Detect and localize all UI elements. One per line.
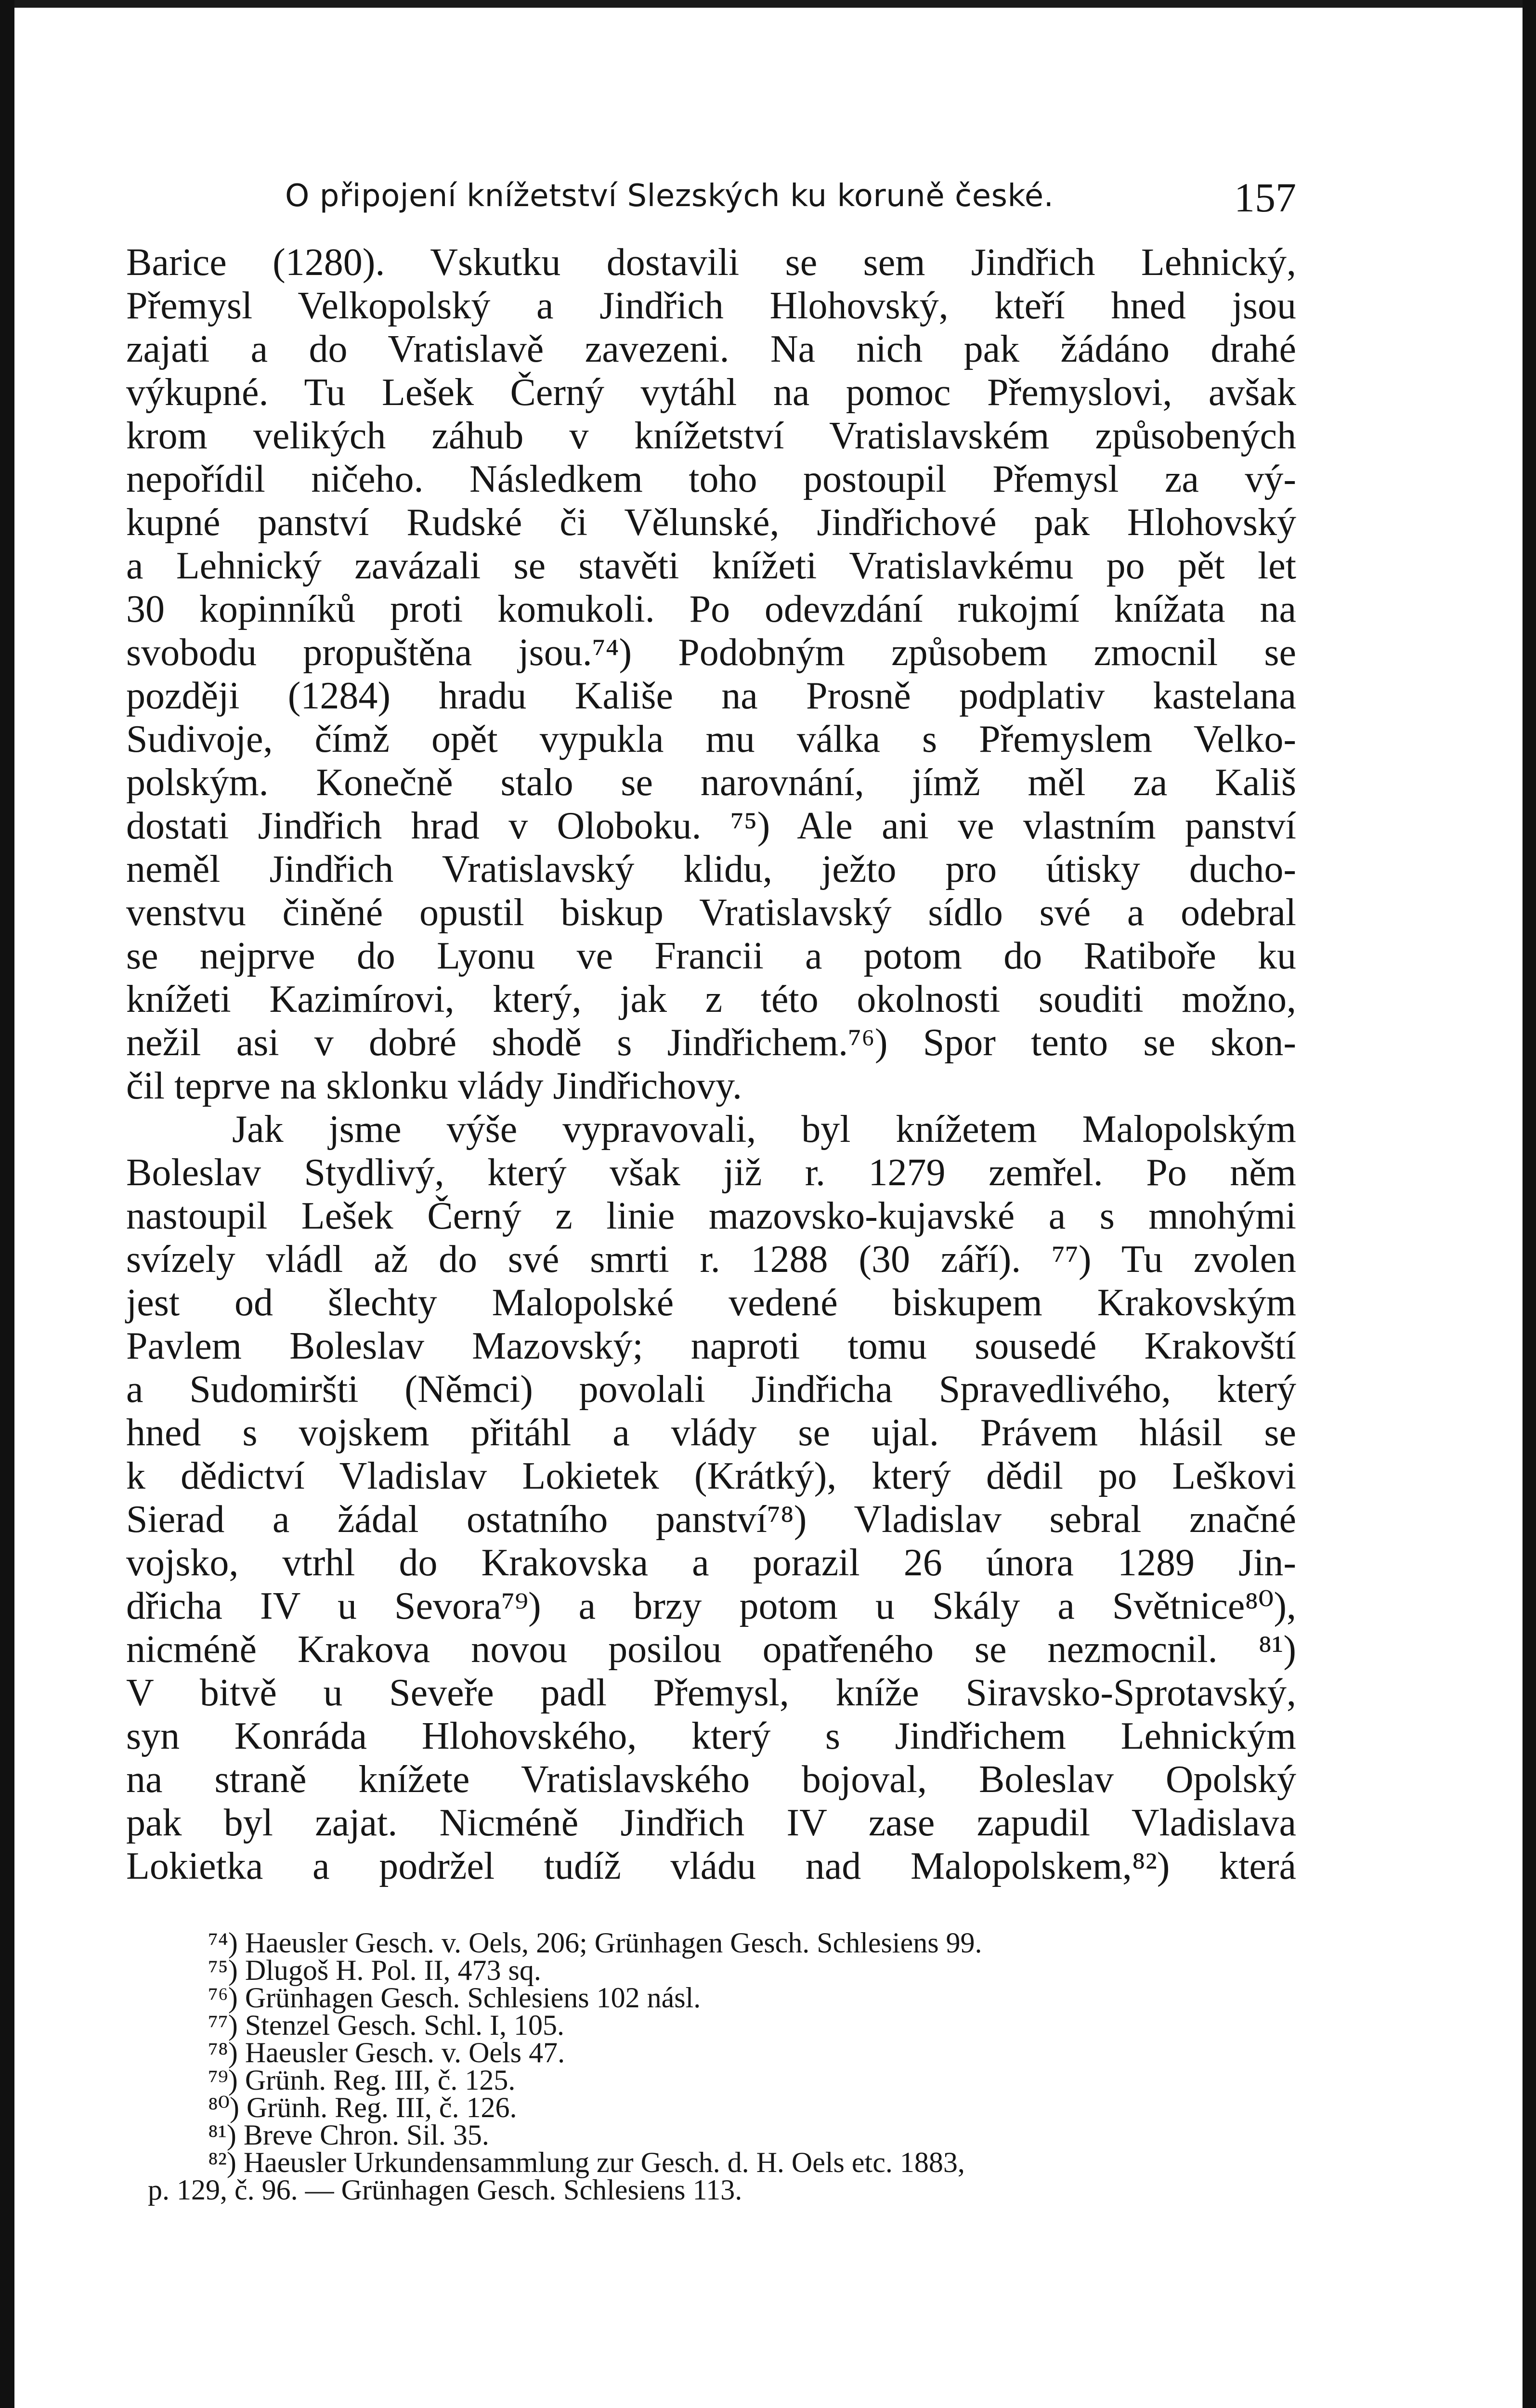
text-line: pak byl zajat. Nicméně Jindřich IV zase zapudil Vladislava [126, 1802, 1296, 1844]
text-line: nastoupil Lešek Černý z linie mazovsko-kujavské a s mnohými [126, 1195, 1296, 1237]
text-line: knížeti Kazimírovi, který, jak z této okolnosti souditi možno, [126, 978, 1296, 1021]
footnote: ⁸¹) Breve Chron. Sil. 35. [208, 2119, 489, 2151]
footnote: ⁸⁰) Grünh. Reg. III, č. 126. [208, 2092, 517, 2123]
text-line: a Sudomiršti (Němci) povolali Jindřicha Spravedlivého, který [126, 1368, 1296, 1411]
scan-edge-top [0, 0, 1536, 8]
text-line: Sierad a žádal ostatního panství⁷⁸) Vladislav sebral značné [126, 1498, 1296, 1541]
text-line: nežil asi v dobré shodě s Jindřichem.⁷⁶) Spor tento se skon- [126, 1021, 1296, 1064]
footnote: ⁷⁶) Grünhagen Gesch. Schlesiens 102 násl. [208, 1982, 701, 2014]
text-line: venstvu činěné opustil biskup Vratislavský sídlo své a odebral [126, 891, 1296, 934]
footnotes [126, 1929, 1296, 2204]
footnote: ⁷⁵) Dlugoš H. Pol. II, 473 sq. [208, 1954, 541, 1986]
text-line: hned s vojskem přitáhl a vlády se ujal. Právem hlásil se [126, 1412, 1296, 1454]
text-line: k dědictví Vladislav Lokietek (Krátký), který dědil po Leškovi [126, 1455, 1296, 1497]
text-line: jest od šlechty Malopolské vedené biskupem Krakovským [126, 1282, 1296, 1324]
footnote: ⁸²) Haeusler Urkundensammlung zur Gesch. d. H. Oels etc. 1883, [208, 2146, 965, 2178]
text-line: kupné panství Rudské či Vělunské, Jindřichové pak Hlohovský [126, 501, 1296, 544]
text-line: svobodu propuštěna jsou.⁷⁴) Podobným způsobem zmocnil se [126, 631, 1296, 674]
text-line: Pavlem Boleslav Mazovský; naproti tomu sousedé Krakovští [126, 1325, 1296, 1367]
text-line: dřicha IV u Sevora⁷⁹) a brzy potom u Skály a Světnice⁸⁰), [126, 1585, 1296, 1627]
paragraph-end-line: čil teprve na sklonku vlády Jindřichovy. [126, 1065, 742, 1107]
text-line: V bitvě u Seveře padl Přemysl, kníže Siravsko-Sprotavský, [126, 1672, 1296, 1714]
text-line: syn Konráda Hlohovského, který s Jindřichem Lehnickým [126, 1715, 1296, 1757]
page-number: 157 [1234, 174, 1296, 221]
body-text [126, 241, 1296, 1888]
text-line: výkupné. Tu Lešek Černý vytáhl na pomoc Přemyslovi, avšak [126, 371, 1296, 414]
text-line: krom velikých záhub v knížetství Vratislavském způsobených [126, 415, 1296, 457]
text-line: nicméně Krakova novou posilou opatřeného se nezmocnil. ⁸¹) [126, 1628, 1296, 1671]
text-line: nepořídil ničeho. Následkem toho postoupil Přemysl za vý- [126, 458, 1296, 500]
text-line: Přemysl Velkopolský a Jindřich Hlohovský, kteří hned jsou [126, 285, 1296, 327]
running-head [126, 173, 1296, 226]
scan-edge-right [1523, 0, 1536, 2408]
text-line: 30 kopinníků proti komukoli. Po odevzdání rukojmí knížata na [126, 588, 1296, 630]
text-line: svízely vládl až do své smrti r. 1288 (30 září). ⁷⁷) Tu zvolen [126, 1238, 1296, 1281]
footnote: ⁷⁸) Haeusler Gesch. v. Oels 47. [208, 2037, 565, 2068]
text-line: zajati a do Vratislavě zavezeni. Na nich pak žádáno drahé [126, 328, 1296, 370]
text-line: Sudivoje, čímž opět vypukla mu válka s Přemyslem Velko- [126, 718, 1296, 760]
text-line: a Lehnický zavázali se stavěti knížeti Vratislavkému po pět let [126, 545, 1296, 587]
text-line: později (1284) hradu Kališe na Prosně podplativ kastelana [126, 675, 1296, 717]
text-line: neměl Jindřich Vratislavský klidu, ježto pro útisky ducho- [126, 848, 1296, 890]
text-line: polským. Konečně stalo se narovnání, jímž měl za Kališ [126, 761, 1296, 804]
scan-edge-left [0, 0, 14, 2408]
text-line: Boleslav Stydlivý, který však již r. 1279 zemřel. Po něm [126, 1152, 1296, 1194]
text-line: Lokietka a podržel tudíž vládu nad Malopolskem,⁸²) která [126, 1845, 1296, 1887]
text-line: dostati Jindřich hrad v Oloboku. ⁷⁵) Ale ani ve vlastním panství [126, 805, 1296, 847]
footnote: ⁷⁷) Stenzel Gesch. Schl. I, 105. [208, 2009, 565, 2041]
paragraph-start-line: Jak jsme výše vypravovali, byl knížetem Malopolským [232, 1108, 1296, 1151]
text-line: Barice (1280). Vskutku dostavili se sem Jindřich Lehnický, [126, 241, 1296, 284]
text-line: na straně knížete Vratislavského bojoval, Boleslav Opolský [126, 1758, 1296, 1801]
text-line: vojsko, vtrhl do Krakovska a porazil 26 února 1289 Jin- [126, 1542, 1296, 1584]
footnote: ⁷⁴) Haeusler Gesch. v. Oels, 206; Grünhagen Gesch. Schlesiens 99. [208, 1927, 982, 1959]
running-title: O připojení knížetství Slezských ku koruně české. [285, 178, 1054, 214]
book-page [126, 173, 1296, 2204]
text-line: se nejprve do Lyonu ve Francii a potom do Ratiboře ku [126, 935, 1296, 977]
footnote: ⁷⁹) Grünh. Reg. III, č. 125. [208, 2064, 516, 2096]
footnote-continuation: p. 129, č. 96. — Grünhagen Gesch. Schlesiens 113. [148, 2174, 742, 2206]
